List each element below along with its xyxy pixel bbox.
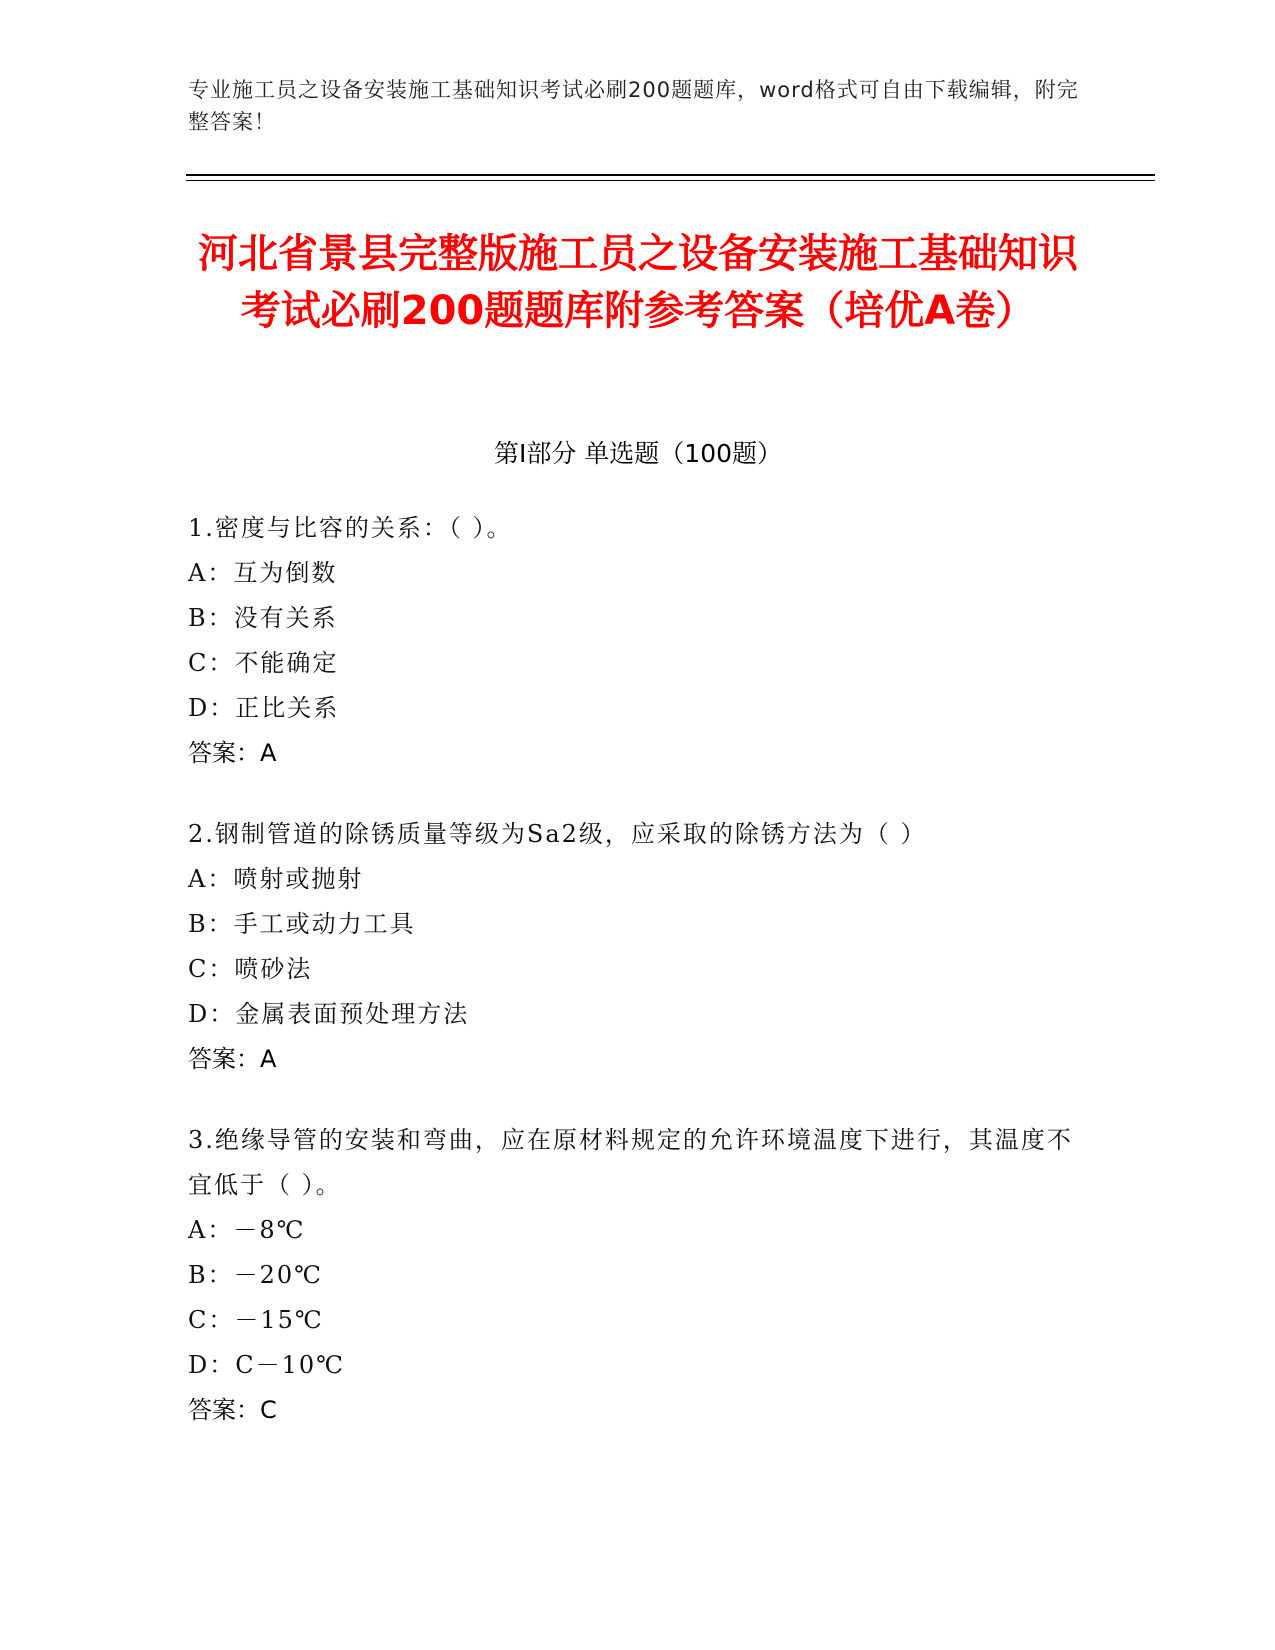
header-divider-thin [186,180,1155,181]
section-title: 第I部分 单选题（100题） [493,439,783,468]
option-b: B：手工或动力工具 [188,910,416,938]
option-a: A：互为倒数 [188,559,338,587]
question-stem: 3.绝缘导管的安装和弯曲，应在原材料规定的允许环境温度下进行，其温度不宜低于（ ）。 [188,1126,1073,1199]
question-2 [188,812,1088,1082]
option-c: C：喷砂法 [188,955,313,983]
option-a: A：－8℃ [188,1216,306,1244]
question-1 [188,506,1088,776]
option-d: D：正比关系 [188,694,340,722]
option-d: D：金属表面预处理方法 [188,1000,470,1028]
option-c: C：不能确定 [188,649,339,677]
question-3 [188,1118,1088,1433]
answer: 答案：A [188,1045,277,1073]
option-b: B：－20℃ [188,1261,324,1289]
option-a: A：喷射或抛射 [188,865,364,893]
document-title: 河北省景县完整版施工员之设备安装施工基础知识考试必刷200题题库附参考答案（培优A卷） [198,231,1078,334]
answer: 答案：C [188,1396,277,1424]
option-b: B：没有关系 [188,604,338,632]
option-d: D：C－10℃ [188,1351,345,1379]
option-c: C：－15℃ [188,1306,324,1334]
header-note: 专业施工员之设备安装施工基础知识考试必刷200题题库，word格式可自由下载编辑，附完整答案！ [188,78,1079,134]
header-divider-thick [186,174,1155,176]
question-stem: 1.密度与比容的关系：（ ）。 [188,514,513,542]
answer: 答案：A [188,739,277,767]
question-stem: 2.钢制管道的除锈质量等级为Sa2级，应采取的除锈方法为（ ） [188,820,927,848]
